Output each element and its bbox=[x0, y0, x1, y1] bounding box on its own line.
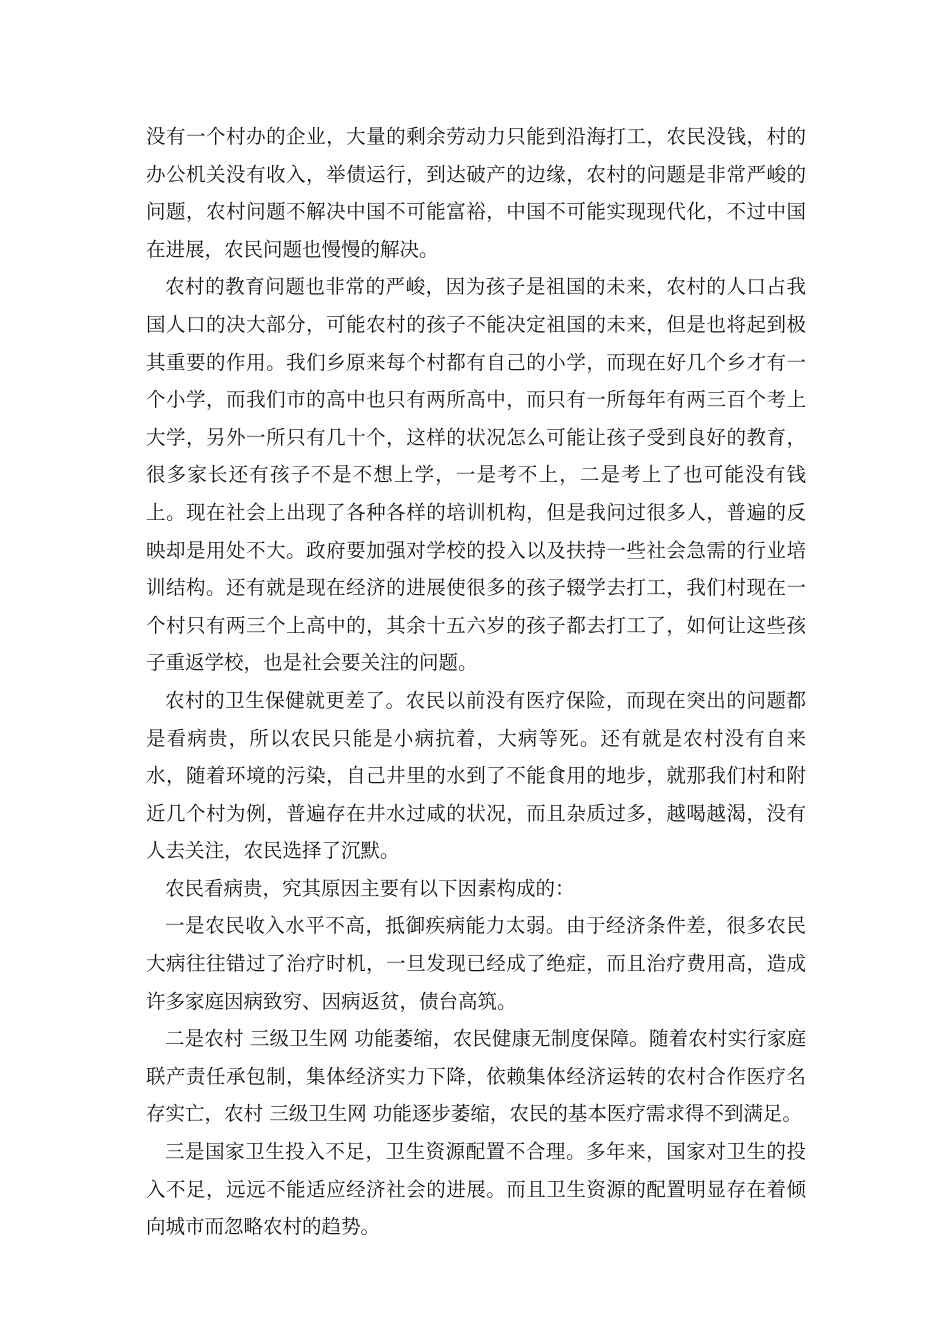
paragraph-2: 农村的教育问题也非常的严峻，因为孩子是祖国的未来，农村的人口占我国人口的决大部分，可能农村的孩子不能决定祖国的未来，但是也将起到极其重要的作用。我们乡原来每个村都有自己的小学，而现在好几个乡才有一个小学，而我们市的高中也只有两所高中，而只有一所每年有两三百个考上大学，另外一所只有几十个，这样的状况怎么可能让孩子受到良好的教育，很多家长还有孩子不是不想上学，一是考不上，二是考上了也可能没有钱上。现在社会上出现了各种各样的培训机构，但是我问过很多人，普遍的反映却是用处不大。政府要加强对学校的投入以及扶持一些社会急需的行业培训结构。还有就是现在经济的进展使很多的孩子辍学去打工，我们村现在一个村只有两三个上高中的，其余十五六岁的孩子都去打工了，如何让这些孩子重返学校，也是社会要关注的问题。 bbox=[146, 275, 806, 675]
paragraph-7: 三是国家卫生投入不足，卫生资源配置不合理。多年来，国家对卫生的投入不足，远远不能适应经济社会的进展。而且卫生资源的配置明显存在着倾向城市而忽略农村的趋势。 bbox=[146, 1140, 806, 1239]
paragraph-6: 二是农村 三级卫生网 功能萎缩，农民健康无制度保障。随着农村实行家庭联产责任承包制，集体经济实力下降，依赖集体经济运转的农村合作医疗名存实亡，农村 三级卫生网 功能逐步萎缩，农民的基本医疗需求得不到满足。 bbox=[146, 1027, 806, 1126]
document-page bbox=[146, 118, 806, 1246]
paragraph-3: 农村的卫生保健就更差了。农民以前没有医疗保险，而现在突出的问题都是看病贵，所以农民只能是小病抗着，大病等死。还有就是农村没有自来水，随着环境的污染，自己井里的水到了不能食用的地步，就那我们村和附近几个村为例，普遍存在井水过咸的状况，而且杂质过多，越喝越渴，没有人去关注，农民选择了沉默。 bbox=[146, 688, 806, 863]
paragraph-5: 一是农民收入水平不高，抵御疾病能力太弱。由于经济条件差，很多农民大病往往错过了治疗时机，一旦发现已经成了绝症，而且治疗费用高，造成许多家庭因病致穷、因病返贫，债台高筑。 bbox=[146, 914, 806, 1013]
paragraph-1: 没有一个村办的企业，大量的剩余劳动力只能到沿海打工，农民没钱，村的办公机关没有收入，举债运行，到达破产的边缘，农村的问题是非常严峻的问题，农村问题不解决中国不可能富裕，中国不可能实现现代化，不过中国在进展，农民问题也慢慢的解决。 bbox=[146, 125, 806, 261]
paragraph-4: 农民看病贵，究其原因主要有以下因素构成的： bbox=[165, 876, 575, 900]
